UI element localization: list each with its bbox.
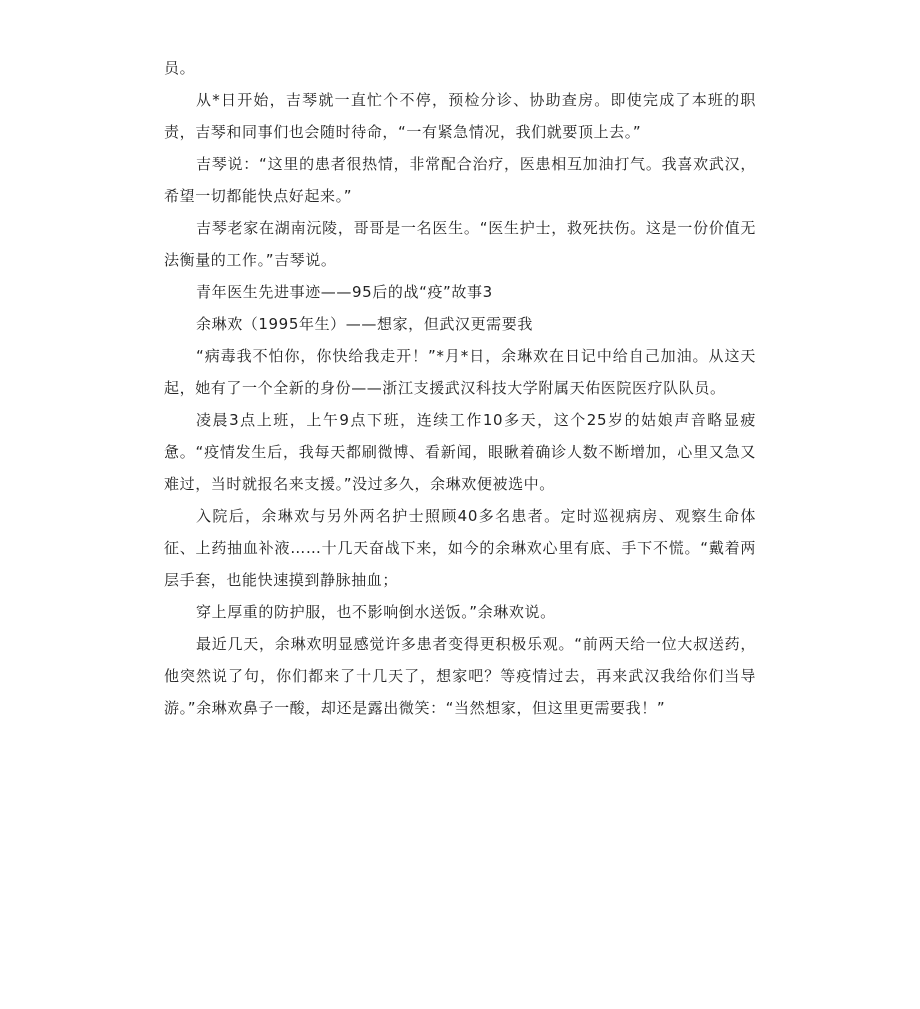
paragraph-yulinhuan-gear: 穿上厚重的防护服，也不影响倒水送饭。”余琳欢说。 xyxy=(196,603,556,621)
section-heading: 青年医生先进事迹——95后的战“疫”故事3 xyxy=(196,283,493,301)
section-subheading: 余琳欢（1995年生）——想家，但武汉更需要我 xyxy=(196,315,533,333)
paragraph-continuation: 员。 xyxy=(164,59,196,77)
paragraph-yulinhuan-shift: 凌晨3点上班，上午9点下班，连续工作10多天，这个25岁的姑娘声音略显疲惫。“疫情发生后，我每天都刷微博、看新闻，眼瞅着确诊人数不断增加，心里又急又难过，当时就报名来支援。”没过多久，余琳欢便被选中。 xyxy=(164,411,756,493)
document-body xyxy=(164,52,756,724)
paragraph-yulinhuan-recent: 最近几天，余琳欢明显感觉许多患者变得更积极乐观。“前两天给一位大叔送药，他突然说了句，你们都来了十几天了，想家吧？等疫情过去，再来武汉我给你们当导游。”余琳欢鼻子一酸，却还是露出微笑：“当然想家，但这里更需要我！” xyxy=(164,635,756,717)
paragraph-yulinhuan-care: 入院后，余琳欢与另外两名护士照顾40多名患者。定时巡视病房、观察生命体征、上药抽血补液……十几天奋战下来，如今的余琳欢心里有底、手下不慌。“戴着两层手套，也能快速摸到静脉抽血； xyxy=(164,507,756,589)
paragraph-yulinhuan-diary: “病毒我不怕你，你快给我走开！”*月*日，余琳欢在日记中给自己加油。从这天起，她有了一个全新的身份——浙江支援武汉科技大学附属天佑医院医疗队队员。 xyxy=(164,347,756,397)
paragraph-jiqin-duty: 从*日开始，吉琴就一直忙个不停，预检分诊、协助查房。即使完成了本班的职责，吉琴和同事们也会随时待命，“一有紧急情况，我们就要顶上去。” xyxy=(164,91,756,141)
paragraph-jiqin-hometown: 吉琴老家在湖南沅陵，哥哥是一名医生。“医生护士，救死扶伤。这是一份价值无法衡量的工作。”吉琴说。 xyxy=(164,219,756,269)
paragraph-jiqin-quote: 吉琴说：“这里的患者很热情，非常配合治疗，医患相互加油打气。我喜欢武汉，希望一切都能快点好起来。” xyxy=(164,155,756,205)
